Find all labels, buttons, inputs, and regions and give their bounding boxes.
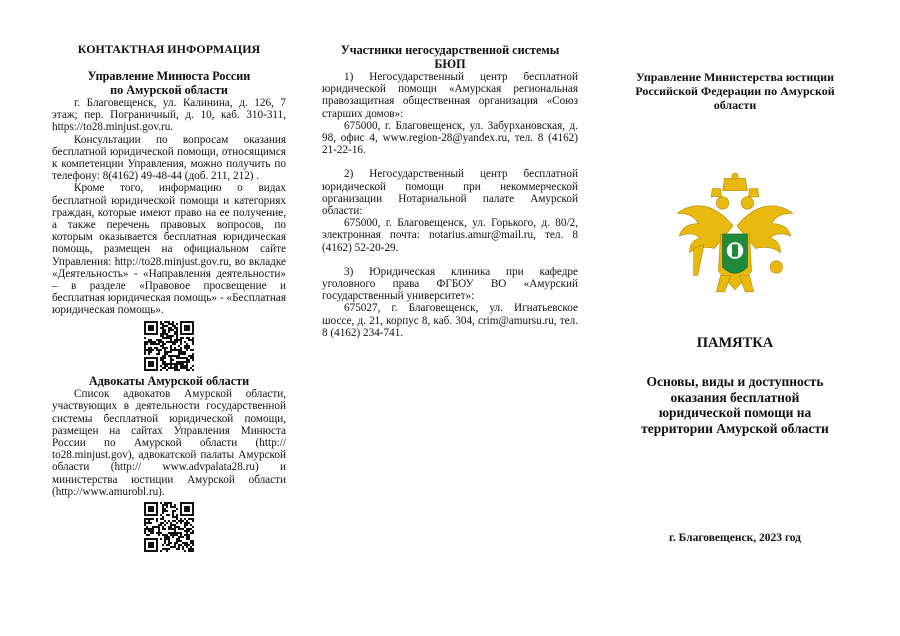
participants-column	[322, 44, 578, 339]
participants-heading: Участники негосударственной системы БЮП	[340, 43, 560, 71]
org-title: Управление Министерства юстиции Российской Федерации по Амурской области	[635, 70, 835, 112]
participant-contacts: 675000, г. Благовещенск, ул. Забурхановская, д. 98, офис 4, www.region-28@yandex.ru, тел. 8 (4162) 21-22-16.	[322, 119, 578, 157]
contacts-heading: КОНТАКТНАЯ ИНФОРМАЦИЯ	[77, 42, 261, 56]
participant-name: 1) Негосударственный центр бесплатной юридической помощи «Амурская региональная правозащитная общественная организация «Союз старших домов»:	[322, 71, 578, 120]
city-year: г. Благовещенск, 2023 год	[668, 532, 801, 544]
participant-name: 2) Негосударственный центр бесплатной юридической помощи при некоммерческой организации Нотариальной палате Амурской области:	[322, 168, 578, 218]
participant-contacts: 675000, г. Благовещенск, ул. Горького, д. 80/2, электронная почта: notarius.amur@mail.ru, тел. 8 (4162) 52-20-29.	[322, 217, 578, 254]
qr-code-ministry	[144, 321, 194, 371]
contacts-column	[52, 42, 286, 556]
lawyers-text: Список адвокатов Амурской области, участвующих в деятельности государственной системы бесплатной юридической помощи, размещен на сайтах Управления Минюста России по Амурской области (http:// to28.minjust.gov), адвокатской палаты Амурской области (http:// www.advpalata28.ru) и министерства юстиции Амурской области (http://www.amurobl.ru).	[52, 388, 286, 498]
more-info-text: Кроме того, информацию о видах бесплатной юридической помощи и категориях граждан, которые имеют право на ее получение, а также перечень правовых вопросов, по которым оказывается бесплатная юридическая помощь, размещен на официальном сайте Управления: http://to28.minjust.gov.ru, во вкладке «Деятельность» - «Направления деятельности» – в разделе «Правовое просвещение и бесплатная юридическая помощь» - «Бесплатная юридическая помощь».	[52, 182, 286, 317]
qr-code-lawyers	[144, 502, 194, 552]
consultations-text: Консультации по вопросам оказания бесплатной юридической помощи, относящимся к компетенции Управления, можно получить по телефону: 8(4162) 49-48-44 (доб. 211, 212) .	[52, 133, 286, 183]
document-subtitle: Основы, виды и доступность оказания бесплатной юридической помощи на территории Амурской области	[641, 374, 829, 436]
ministry-title: Управление Минюста России по Амурской области	[87, 69, 251, 97]
ministry-address: г. Благовещенск, ул. Калинина, д. 126, 7 этаж; пер. Пограничный, д. 10, каб. 310-311, https://to28.minjust.gov.ru.	[52, 97, 286, 134]
participant-contacts: 675027, г. Благовещенск, ул. Игнатьевское шоссе, д. 21, корпус 8, каб. 304, crim@amursu.ru, тел. 8 (4162) 234-741.	[322, 302, 578, 339]
lawyers-title: Адвокаты Амурской области	[88, 373, 250, 388]
ministry-emblem-icon	[673, 172, 797, 296]
participant-name: 3) Юридическая клиника при кафедре уголовного права ФГБОУ ВО «Амурский государственный университет»:	[322, 265, 578, 303]
cover-column	[628, 70, 842, 544]
document-type: ПАМЯТКА	[696, 335, 774, 351]
